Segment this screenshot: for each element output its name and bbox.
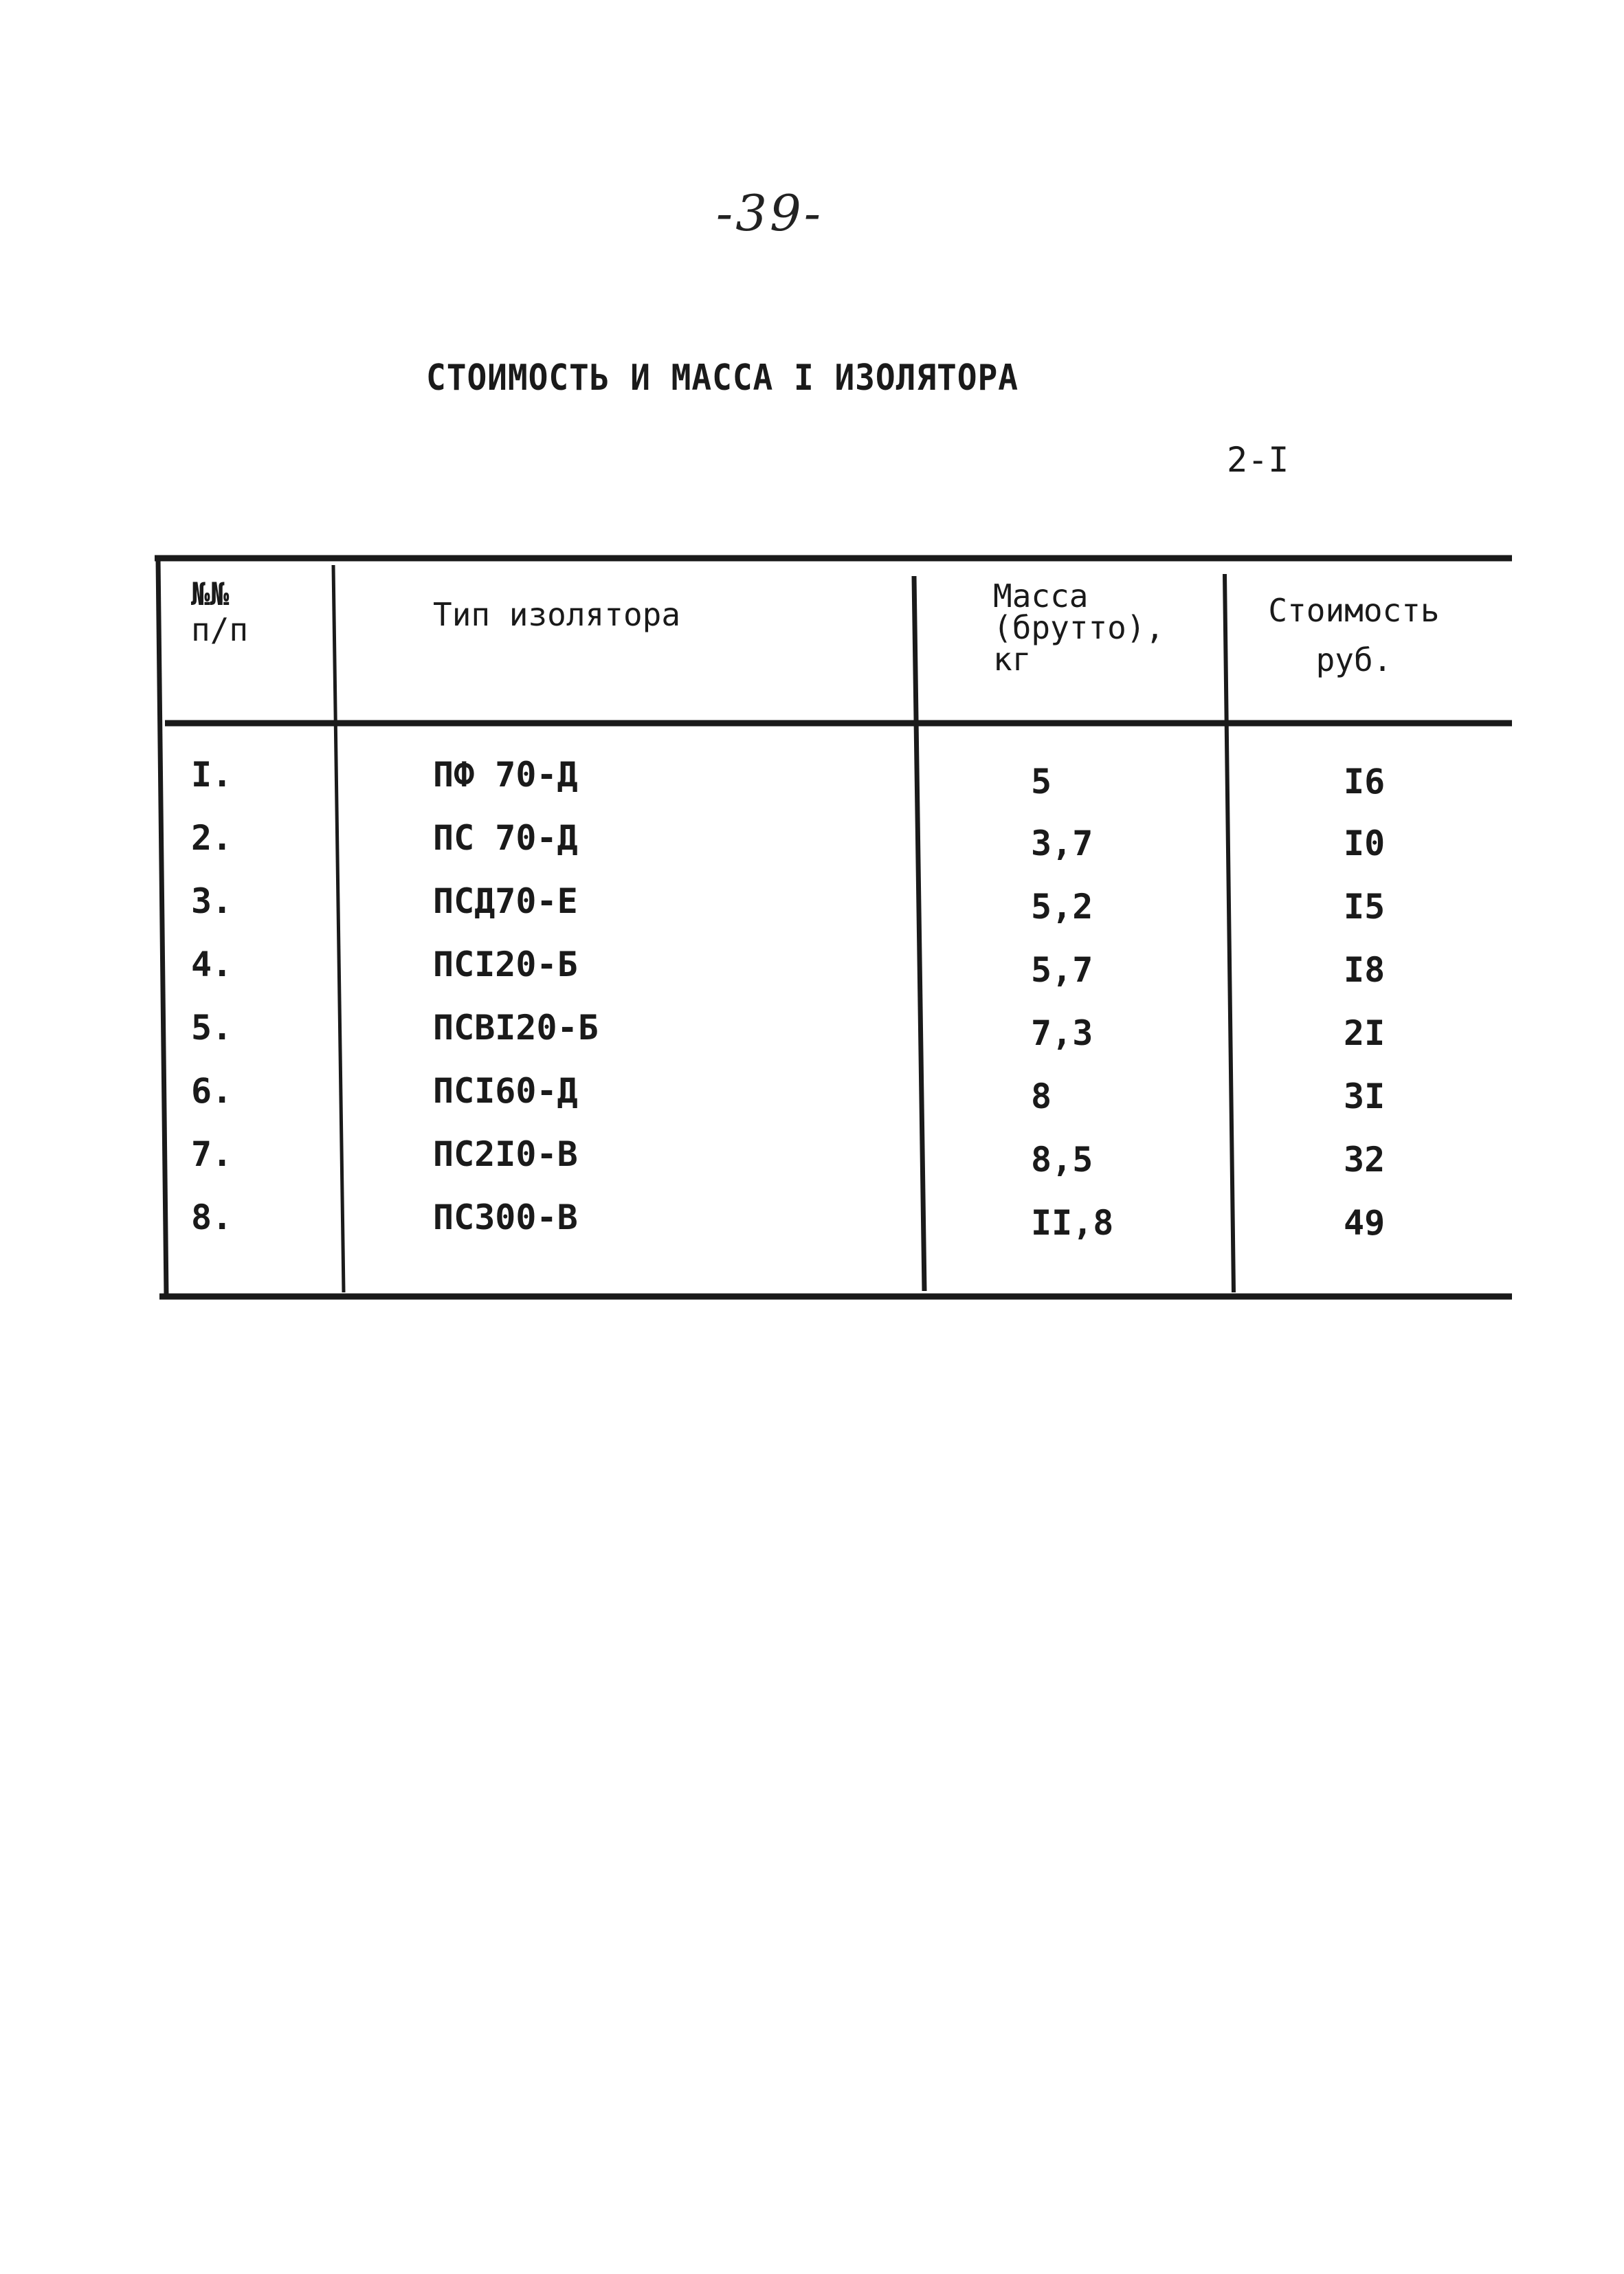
header-mass <box>993 577 1165 678</box>
row-5-num: 5. <box>191 1008 233 1048</box>
row-4-type: ПСI20-Б <box>433 945 578 984</box>
header-num <box>191 576 274 648</box>
header-cost <box>1261 586 1447 685</box>
row-6-mass: 8 <box>1031 1077 1052 1116</box>
row-8-cost: 49 <box>1344 1203 1386 1243</box>
header-num-line1: №№ <box>191 575 230 612</box>
row-1-cost: I6 <box>1344 762 1386 802</box>
row-4-mass: 5,7 <box>1031 950 1093 990</box>
row-8-type: ПС300-В <box>433 1197 578 1237</box>
divider-num-type <box>333 565 344 1292</box>
row-3-mass: 5,2 <box>1031 887 1093 927</box>
row-2-cost: I0 <box>1344 824 1386 863</box>
row-2-mass: 3,7 <box>1031 824 1093 863</box>
table-reference: 2-I <box>1227 440 1289 480</box>
header-cost-line2: руб. <box>1315 641 1392 678</box>
row-4-cost: I8 <box>1344 950 1386 990</box>
row-1-mass: 5 <box>1031 762 1052 802</box>
row-3-cost: I5 <box>1344 887 1386 927</box>
row-7-type: ПС2I0-В <box>433 1134 578 1174</box>
page-number: -39- <box>715 184 824 242</box>
row-7-mass: 8,5 <box>1031 1140 1093 1180</box>
row-6-type: ПСI60-Д <box>433 1071 578 1111</box>
row-7-cost: 32 <box>1344 1140 1386 1180</box>
header-num-line2: п/п <box>191 611 249 648</box>
header-mass-line2: (брутто), <box>993 609 1165 646</box>
row-7-num: 7. <box>191 1134 233 1174</box>
row-8-num: 8. <box>191 1197 233 1237</box>
row-2-num: 2. <box>191 818 233 858</box>
row-3-num: 3. <box>191 881 233 921</box>
row-3-type: ПСД70-Е <box>433 881 578 921</box>
row-1-num: I. <box>191 755 233 795</box>
header-mass-line3: кг <box>993 641 1032 678</box>
row-4-num: 4. <box>191 945 233 984</box>
divider-left <box>158 558 166 1296</box>
row-6-num: 6. <box>191 1071 233 1111</box>
row-2-type: ПС 70-Д <box>433 818 578 858</box>
row-1-type: ПФ 70-Д <box>433 755 578 795</box>
row-6-cost: 3I <box>1344 1077 1386 1116</box>
row-5-cost: 2I <box>1344 1013 1386 1053</box>
row-5-mass: 7,3 <box>1031 1013 1093 1053</box>
row-5-type: ПСВI20-Б <box>433 1008 599 1048</box>
divider-type-mass <box>914 576 924 1291</box>
divider-mass-cost <box>1225 574 1234 1292</box>
header-type: Тип изолятора <box>433 596 681 633</box>
header-cost-line1: Стоимость <box>1268 592 1440 629</box>
document-title: СТОИМОСТЬ И МАССА I ИЗОЛЯТОРА <box>426 357 1019 399</box>
header-mass-line1: Масса <box>993 577 1089 615</box>
row-8-mass: II,8 <box>1031 1203 1114 1243</box>
